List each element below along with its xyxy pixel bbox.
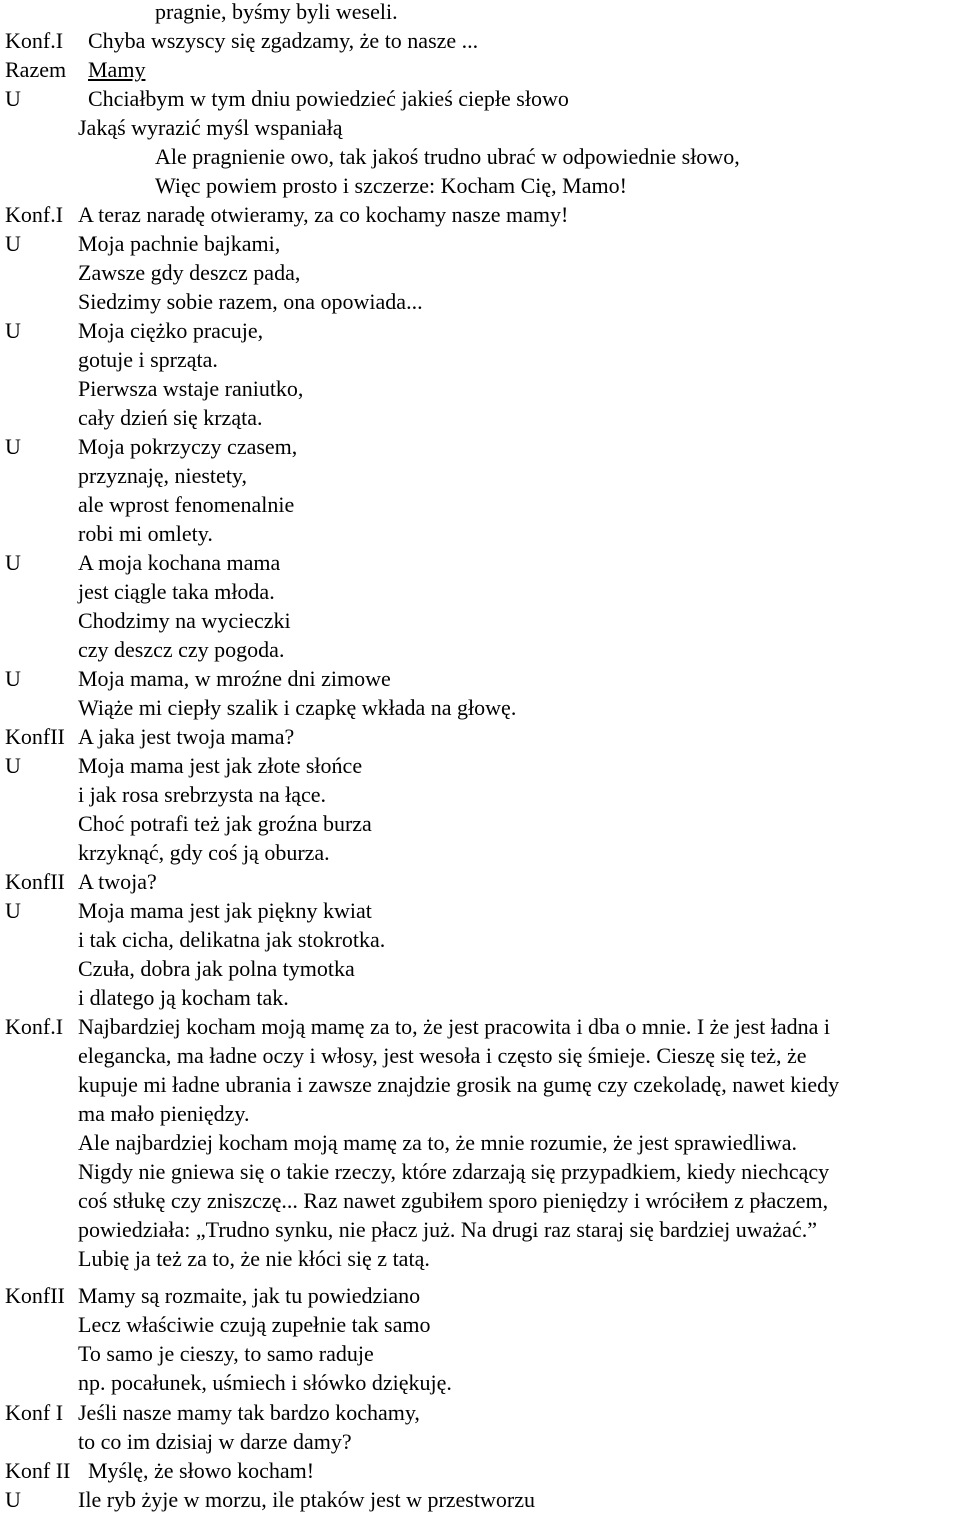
script-line (0, 345, 960, 374)
speaker-label: U (5, 753, 21, 778)
script-line (0, 1012, 960, 1041)
speaker-label: KonfII (5, 869, 65, 894)
script-line (0, 316, 960, 345)
line-text: Siedzimy sobie razem, ona opowiada... (78, 289, 423, 314)
line-text: Mamy (88, 57, 146, 82)
script-line (0, 780, 960, 809)
speaker-label: Konf.I (5, 1014, 64, 1039)
line-text: Jakąś wyrazić myśl wspaniałą (78, 115, 343, 140)
line-text: Najbardziej kocham moją mamę za to, że jest pracowita i dba o mnie. I że jest ładna i (78, 1014, 830, 1039)
script-line (0, 693, 960, 722)
line-text: Ale pragnienie owo, tak jakoś trudno ubrać w odpowiednie słowo, (155, 144, 740, 169)
script-line (0, 258, 960, 287)
line-text: kupuje mi ładne ubrania i zawsze znajdzie grosik na gumę czy czekoladę, nawet kiedy (78, 1072, 840, 1097)
line-text: Nigdy nie gniewa się o takie rzeczy, które zdarzają się przypadkiem, kiedy niechcący (78, 1159, 830, 1184)
script-line (0, 1157, 960, 1186)
script-line (0, 519, 960, 548)
line-text: A twoja? (78, 869, 157, 894)
line-text: krzyknąć, gdy coś ją oburza. (78, 840, 330, 865)
script-line (0, 1339, 960, 1368)
line-text: jest ciągle taka młoda. (78, 579, 275, 604)
script-line (0, 1398, 960, 1427)
script-line (0, 1368, 960, 1397)
line-text: Czuła, dobra jak polna tymotka (78, 956, 355, 981)
script-line (0, 1310, 960, 1339)
line-text: robi mi omlety. (78, 521, 213, 546)
script-line (0, 403, 960, 432)
speaker-label: U (5, 1487, 21, 1512)
script-line (0, 1215, 960, 1244)
speaker-label: Konf I (5, 1400, 64, 1425)
script-line (0, 954, 960, 983)
script-line (0, 84, 960, 113)
script-line (0, 113, 960, 142)
script-line (0, 983, 960, 1012)
line-text: To samo je cieszy, to samo raduje (78, 1341, 374, 1366)
script-line (0, 577, 960, 606)
script-line (0, 838, 960, 867)
line-text: elegancka, ma ładne oczy i włosy, jest wesoła i często się śmieje. Cieszę się też, że (78, 1043, 807, 1068)
script-line (0, 809, 960, 838)
script-line (0, 722, 960, 751)
line-text: np. pocałunek, uśmiech i słówko dziękuję. (78, 1370, 452, 1395)
script-line (0, 1128, 960, 1157)
script-line (0, 1070, 960, 1099)
script-line (0, 751, 960, 780)
line-text: Moja mama jest jak piękny kwiat (78, 898, 372, 923)
line-text: coś stłukę czy zniszczę... Raz nawet zgubiłem sporo pieniędzy i wróciłem z płaczem, (78, 1188, 829, 1213)
speaker-label: U (5, 550, 21, 575)
line-text: powiedziała: „Trudno synku, nie płacz już. Na drugi raz staraj się bardziej uważać.” (78, 1217, 817, 1242)
script-line (0, 1485, 960, 1514)
line-text: i dlatego ją kocham tak. (78, 985, 289, 1010)
script-line (0, 548, 960, 577)
line-text: ma mało pieniędzy. (78, 1101, 250, 1126)
script-line (0, 1456, 960, 1485)
line-text: i tak cicha, delikatna jak stokrotka. (78, 927, 386, 952)
speaker-label: Konf II (5, 1458, 71, 1483)
script-line (0, 229, 960, 258)
script-line (0, 0, 960, 26)
line-text: Lecz właściwie czują zupełnie tak samo (78, 1312, 431, 1337)
line-text: Moja mama, w mroźne dni zimowe (78, 666, 391, 691)
script-line (0, 664, 960, 693)
line-text: pragnie, byśmy byli weseli. (155, 0, 398, 24)
script-line (0, 374, 960, 403)
line-text: Moja mama jest jak złote słońce (78, 753, 363, 778)
script-line (0, 461, 960, 490)
script-line (0, 490, 960, 519)
script-line (0, 1244, 960, 1273)
speaker-label: U (5, 231, 21, 256)
line-text: ale wprost fenomenalnie (78, 492, 295, 517)
line-text: Moja ciężko pracuje, (78, 318, 264, 343)
script-line (0, 1041, 960, 1070)
line-text: Choć potrafi też jak groźna burza (78, 811, 372, 836)
line-text: cały dzień się krząta. (78, 405, 263, 430)
script-line (0, 606, 960, 635)
line-text: i jak rosa srebrzysta na łące. (78, 782, 326, 807)
speaker-label: KonfII (5, 724, 65, 749)
line-text: A jaka jest twoja mama? (78, 724, 295, 749)
line-text: Więc powiem prosto i szczerze: Kocham Cię, Mamo! (155, 173, 627, 198)
script-line (0, 287, 960, 316)
speaker-label: U (5, 898, 21, 923)
speaker-label: Konf.I (5, 28, 64, 53)
speaker-label: U (5, 434, 21, 459)
line-text: Myślę, że słowo kocham! (88, 1458, 315, 1483)
speaker-label: KonfII (5, 1283, 65, 1308)
line-text: Wiąże mi ciepły szalik i czapkę wkłada na głowę. (78, 695, 517, 720)
script-line (0, 1186, 960, 1215)
speaker-label: Konf.I (5, 202, 64, 227)
script-line (0, 142, 960, 171)
speaker-label: U (5, 666, 21, 691)
speaker-label: Razem (5, 57, 67, 82)
script-line (0, 26, 960, 55)
line-text: Chyba wszyscy się zgadzamy, że to nasze ... (88, 28, 479, 53)
script-line (0, 55, 960, 84)
script-line (0, 1427, 960, 1456)
line-text: Chciałbym w tym dniu powiedzieć jakieś ciepłe słowo (88, 86, 569, 111)
line-text: Moja pokrzyczy czasem, (78, 434, 298, 459)
line-text: Jeśli nasze mamy tak bardzo kochamy, (78, 1400, 420, 1425)
script-line (0, 1281, 960, 1310)
speaker-label: U (5, 318, 21, 343)
line-text: Ile ryb żyje w morzu, ile ptaków jest w przestworzu (78, 1487, 535, 1512)
script-line (0, 200, 960, 229)
script-line (0, 896, 960, 925)
script-line (0, 635, 960, 664)
line-text: gotuje i sprząta. (78, 347, 218, 372)
line-text: Chodzimy na wycieczki (78, 608, 291, 633)
script-line (0, 1099, 960, 1128)
speaker-label: U (5, 86, 21, 111)
script-line (0, 867, 960, 896)
line-text: przyznaję, niestety, (78, 463, 247, 488)
line-text: to co im dzisiaj w darze damy? (78, 1429, 352, 1454)
line-text: Lubię ja też za to, że nie kłóci się z tatą. (78, 1246, 430, 1271)
line-text: czy deszcz czy pogoda. (78, 637, 285, 662)
script-line (0, 171, 960, 200)
line-text: Ale najbardziej kocham moją mamę za to, że mnie rozumie, że jest sprawiedliwa. (78, 1130, 797, 1155)
line-text: A teraz naradę otwieramy, za co kochamy nasze mamy! (78, 202, 569, 227)
script-line (0, 432, 960, 461)
line-text: Pierwsza wstaje raniutko, (78, 376, 304, 401)
line-text: Mamy są rozmaite, jak tu powiedziano (78, 1283, 421, 1308)
script-line (0, 925, 960, 954)
line-text: A moja kochana mama (78, 550, 281, 575)
line-text: Zawsze gdy deszcz pada, (78, 260, 301, 285)
line-text: Moja pachnie bajkami, (78, 231, 281, 256)
